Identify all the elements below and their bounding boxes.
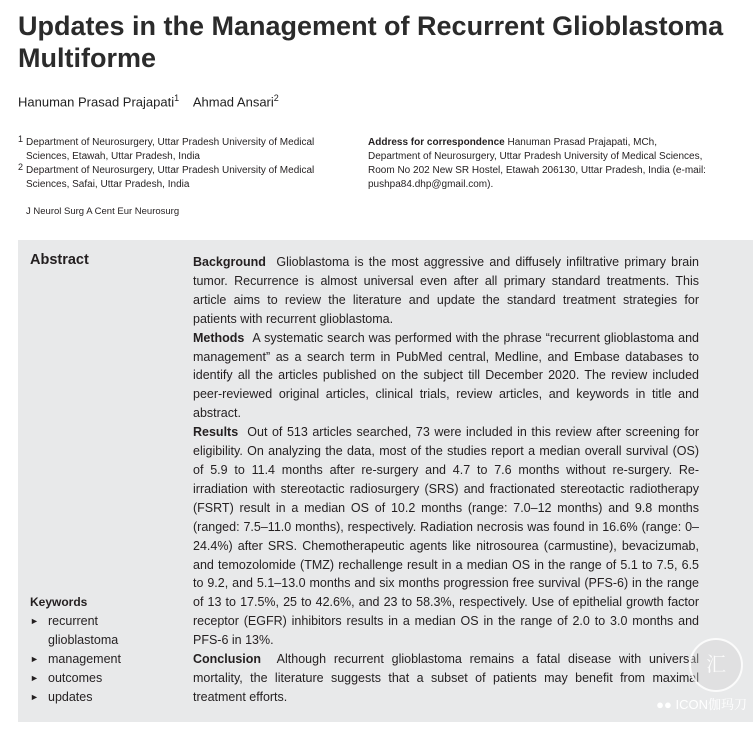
section-text: Although recurrent glioblastoma remains a fatal disease with universal mortality, the literature suggests that a subset of patients may benefit from maximal treatment efforts. <box>193 652 699 704</box>
watermark <box>651 638 747 718</box>
affiliation-sup: 1 <box>18 134 24 144</box>
section-text: Glioblastoma is the most aggressive and diffusely infiltrative primary brain tumor. Recurrence is almost universal even after all primary standard treatments. This article aims to review the literature and update the standard treatment strategies for patients with recurrent glioblastoma. <box>193 255 699 326</box>
affiliation-text: Department of Neurosurgery, Uttar Pradesh University of Medical Sciences, Safai, Uttar Pradesh, India <box>26 165 315 190</box>
section-label: Results <box>193 425 239 440</box>
section-text: Out of 513 articles searched, 73 were included in this review after screening for eligibility. On analyzing the data, most of the studies report a median overall survival (OS) of 5.9 to 11.4 months after re-surgery and 4.7 to 7.6 months without re-surgery. Re-irradiation with stereotactic radiosurgery (SRS) and fractionated stereotactic radiotherapy (FSRT) result in a median OS of 10.2 months (range: 7.0–12 months) and 9.8 months (ranged: 7.5–11.0 months), respectively. Radiation necrosis was found in 16.6% (range: 0–24.4%) after SRS. Chemotherapeutic agents like nitrosourea (carmustine), bevacizumab, and temozolomide (TMZ) rechallenge result in a median OS in the range of 5.1 to 7.5, 6.5 to 9.2, and 5.1–13.0 months and six months progression free survival (PFS-6) in the range of 13 to 17.5%, 25 to 42.6%, and 23 to 58.3%, respectively. Use of epithelial growth factor receptor (EGFR) inhibitors results in a median OS in the range of 2.0 to 3.0 months and PFS-6 in 13%. <box>193 425 699 648</box>
keyword-item: ► updates <box>30 688 168 707</box>
author-sup: 1 <box>174 93 180 103</box>
section-label: Background <box>193 255 266 269</box>
correspondence-block <box>368 136 708 192</box>
keyword-item: ► management <box>30 650 168 669</box>
wechat-icon: ●● <box>656 697 672 712</box>
abstract-section-conclusion <box>193 650 699 707</box>
author-list <box>18 93 279 109</box>
affiliation-sup: 2 <box>18 162 24 172</box>
correspondence-label: Address for correspondence <box>368 137 505 148</box>
author-sup: 2 <box>273 93 279 103</box>
keyword-item: ► outcomes <box>30 669 168 688</box>
journal-name: J Neurol Surg A Cent Eur Neurosurg <box>26 206 180 217</box>
section-label: Methods <box>193 330 245 345</box>
article-title: Updates in the Management of Recurrent Glioblastoma Multiforme <box>18 11 724 73</box>
author-name: Ahmad Ansari <box>192 94 274 110</box>
keywords-heading: Keywords <box>30 595 88 609</box>
abstract-body <box>193 253 699 707</box>
abstract-panel <box>18 240 753 722</box>
abstract-heading: Abstract <box>30 252 89 268</box>
abstract-section-methods <box>193 329 699 424</box>
keyword-item: ► recurrent glioblastoma <box>30 612 168 650</box>
watermark-text: ICON伽玛刀 <box>675 697 747 712</box>
affiliation <box>18 164 358 192</box>
section-text: A systematic search was performed with the phrase “recurrent glioblastoma and management” as a search term in PubMed central, Medline, and Embase databases to identify all the articles published on the subject till December 2020. The review included peer-reviewed original articles, clinical trials, review articles, and keywords in title and abstract. <box>193 330 699 421</box>
affiliations <box>18 136 358 192</box>
author-name: Hanuman Prasad Prajapati <box>18 94 175 110</box>
abstract-section-background <box>193 253 699 329</box>
section-label: Conclusion <box>193 652 262 667</box>
watermark-badge: 汇 <box>689 638 743 692</box>
affiliation <box>18 136 358 164</box>
keyword-list <box>30 612 168 707</box>
affiliation-text: Department of Neurosurgery, Uttar Pradesh University of Medical Sciences, Etawah, Uttar Pradesh, India <box>26 137 315 162</box>
watermark-label <box>656 694 747 713</box>
correspondence-text: Hanuman Prasad Prajapati, MCh, Department of Neurosurgery, Uttar Pradesh University of Medical Sciences, Room No 202 New SR Hostel, Etawah 206130, Uttar Pradesh, India (e-mail: pushpa84.dhp@gmail.com). <box>368 137 706 190</box>
abstract-section-results <box>193 423 699 650</box>
